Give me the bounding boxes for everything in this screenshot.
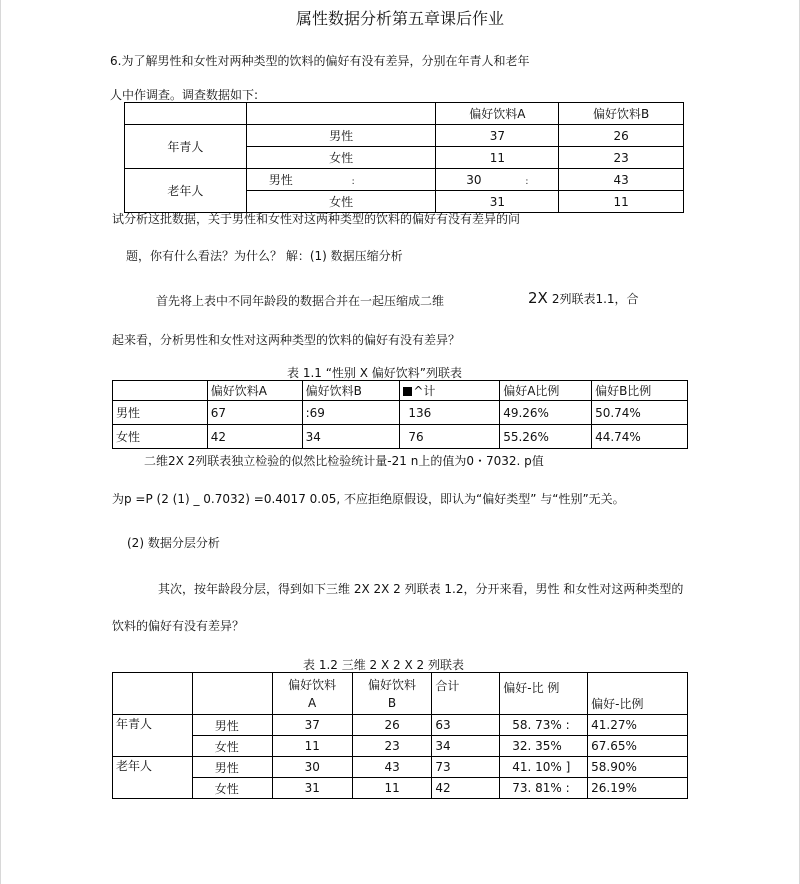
value-cell: 41.27% — [588, 715, 688, 736]
value-cell: 44.74% — [592, 425, 688, 449]
value-cell: 67 — [207, 401, 302, 425]
question-line-4: 题，你有什么看法？为什么？ 解：(1) 数据压缩分析 — [126, 249, 403, 263]
header-drink-b: 偏好饮料B — [302, 381, 400, 401]
square-glyph-icon — [403, 387, 412, 396]
lr-test-line-2: 为p =P (2 (1) _ 0.7032) =0.4017 0.05, 不应拒绝原假设，即认为“偏好类型” 与“性别”无关。 — [112, 492, 625, 506]
value-cell: 11 — [559, 191, 684, 213]
sex-label: 男性 — [268, 173, 293, 187]
header-prop-a: 偏好-比 例 — [500, 673, 588, 715]
sex-cell: 男性 — [192, 715, 272, 736]
stray-mark: : — [525, 176, 529, 187]
header-prop-a: 偏好A比例 — [500, 381, 592, 401]
sex-cell: 女性 — [246, 147, 436, 169]
table1-caption: 表 1.1 “性别 X 偏好饮料”列联表 — [287, 366, 462, 380]
value-cell: 30 — [272, 757, 352, 778]
dim-rest: 2列联表1.1，合 — [551, 292, 639, 306]
sex-cell: 女性 — [192, 736, 272, 757]
table-1-2 — [112, 672, 688, 799]
row-label: 男性 — [113, 401, 208, 425]
section1-line-1b — [528, 289, 639, 307]
value-cell: 42 — [432, 778, 500, 799]
value-cell: 11 — [436, 147, 559, 169]
value-cell: 23 — [352, 736, 432, 757]
value-cell: 37 — [436, 125, 559, 147]
stray-mark: : — [351, 177, 355, 187]
value-cell: 49.26% — [500, 401, 592, 425]
value-cell: 11 — [272, 736, 352, 757]
dim-x: X — [537, 289, 548, 307]
value-cell: 26 — [559, 125, 684, 147]
question-line-3: 试分析这批数据，关于男性和女性对这两种类型的饮料的偏好有没有差异的问 — [112, 212, 521, 226]
value-text: 30 — [466, 172, 482, 187]
value-cell: 67.65% — [588, 736, 688, 757]
header-prop-b: 偏好B比例 — [592, 381, 688, 401]
row-label: 女性 — [113, 425, 208, 449]
dim-number: 2 — [528, 289, 538, 307]
sex-cell: 女性 — [246, 191, 436, 213]
sex-cell: 男性 — [246, 125, 436, 147]
question-line-2: 人中作调查。调查数据如下: — [110, 88, 259, 102]
table-1-1 — [112, 380, 688, 449]
page-edge-left — [0, 0, 1, 884]
section1-line-1a: 首先将上表中不同年龄段的数据合并在一起压缩成二维 — [156, 294, 445, 308]
header-drink-b: 偏好饮料B — [559, 103, 684, 125]
value-cell: 34 — [432, 736, 500, 757]
value-cell: 76 — [400, 425, 500, 449]
lr-test-line-1: 二维2X 2列联表独立检验的似然比检验统计量-21 n上的值为0・7032. p值 — [144, 454, 544, 468]
section2-line-2: 饮料的偏好有没有差异？ — [112, 619, 245, 633]
header-drink-a: 偏好饮料A — [207, 381, 302, 401]
value-cell: 41. 10% ] — [500, 757, 588, 778]
survey-data-table — [124, 102, 684, 213]
value-cell: 136 — [400, 401, 500, 425]
section1-line-2: 起来看，分析男性和女性对这两种类型的饮料的偏好有没有差异？ — [112, 333, 461, 347]
value-cell: :69 — [302, 401, 400, 425]
header-total — [400, 381, 500, 401]
value-cell: 31 — [436, 191, 559, 213]
page-title: 属性数据分析第五章课后作业 — [295, 9, 504, 28]
value-cell: 58.90% — [588, 757, 688, 778]
value-cell — [436, 169, 559, 191]
header-total-text: ^计 — [413, 384, 436, 398]
group-elderly: 老年人 — [125, 169, 247, 213]
value-cell: 63 — [432, 715, 500, 736]
header-drink-a: 偏好饮料 A — [272, 673, 352, 715]
section2-line-1: 其次，按年龄段分层，得到如下三维 2X 2X 2 列联表 1.2，分开来看，男性 和女性对这两种类型的 — [158, 582, 684, 596]
header-blank — [113, 381, 208, 401]
group-elderly: 老年人 — [113, 757, 193, 799]
value-cell: 42 — [207, 425, 302, 449]
value-cell: 55.26% — [500, 425, 592, 449]
value-cell: 34 — [302, 425, 400, 449]
value-cell: 50.74% — [592, 401, 688, 425]
value-cell: 43 — [559, 169, 684, 191]
value-cell: 31 — [272, 778, 352, 799]
value-cell: 23 — [559, 147, 684, 169]
sex-cell: 女性 — [192, 778, 272, 799]
header-drink-a: 偏好饮料A — [436, 103, 559, 125]
sex-cell: 男性 — [192, 757, 272, 778]
header-total: 合计 — [432, 673, 500, 715]
value-cell: 11 — [352, 778, 432, 799]
value-cell: 73. 81% : — [500, 778, 588, 799]
value-cell: 37 — [272, 715, 352, 736]
header-drink-b: 偏好饮料 B — [352, 673, 432, 715]
question-line-1: 6.为了解男性和女性对两种类型的饮料的偏好有没有差异，分别在年青人和老年 — [110, 54, 530, 68]
value-cell: 32. 35% — [500, 736, 588, 757]
group-youth: 年青人 — [113, 715, 193, 757]
section2-heading: (2) 数据分层分析 — [127, 536, 220, 550]
sex-cell — [246, 169, 436, 191]
header-prop-b: 偏好-比例 — [588, 673, 688, 715]
value-cell: 26 — [352, 715, 432, 736]
value-cell: 58. 73% : — [500, 715, 588, 736]
value-cell: 43 — [352, 757, 432, 778]
value-cell: 73 — [432, 757, 500, 778]
value-cell: 26.19% — [588, 778, 688, 799]
group-youth: 年青人 — [125, 125, 247, 169]
table2-caption: 表 1.2 三维 2 X 2 X 2 列联表 — [303, 658, 464, 672]
